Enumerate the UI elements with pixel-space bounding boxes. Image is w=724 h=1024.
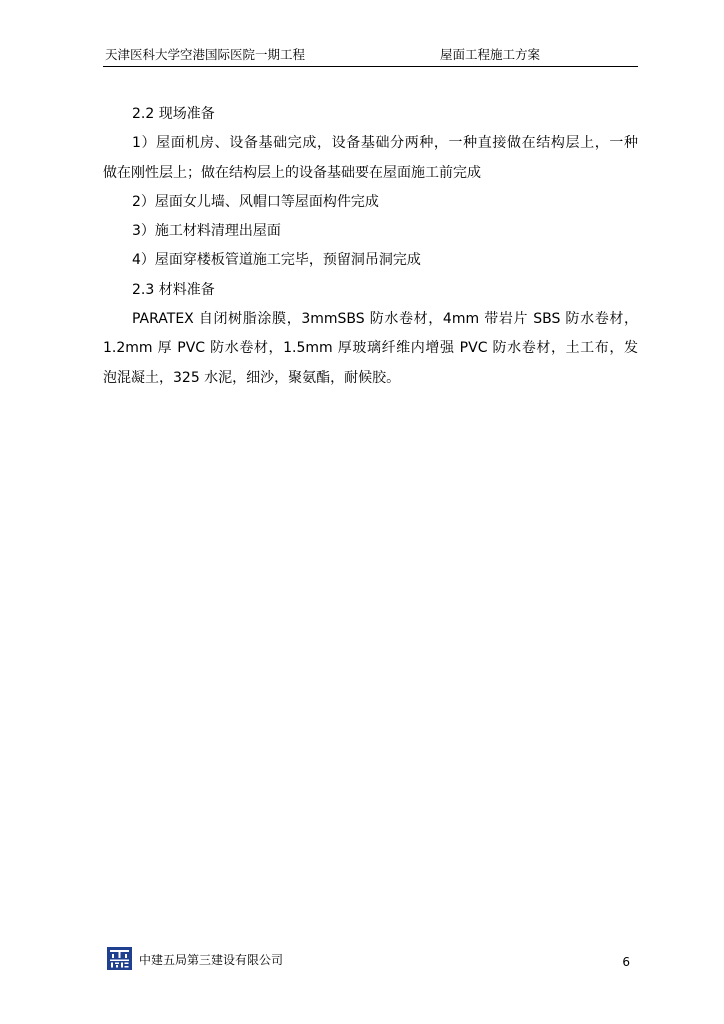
page-footer <box>107 947 638 973</box>
paragraph-line: 3）施工材料清理出屋面 <box>132 223 281 240</box>
paragraph-line: 1.2mm 厚 PVC 防水卷材，1.5mm 厚玻璃纤维内增强 PVC 防水卷材，土工布，发 <box>103 340 638 357</box>
company-name: 中建五局第三建设有限公司 <box>139 953 284 967</box>
paragraph-line: 2）屋面女儿墙、风帽口等屋面构件完成 <box>132 193 379 210</box>
header-project-title: 天津医科大学空港国际医院一期工程 <box>105 47 306 62</box>
header-document-title: 屋面工程施工方案 <box>440 47 541 62</box>
document-body <box>103 100 638 393</box>
paragraph-line: 4）屋面穿楼板管道施工完毕，预留洞吊洞完成 <box>132 252 421 269</box>
paragraph-line: PARATEX 自闭树脂涂膜，3mmSBS 防水卷材，4mm 带岩片 SBS 防水卷材， <box>132 311 638 328</box>
paragraph-line: 泡混凝土，325 水泥，细沙，聚氨酯，耐候胶。 <box>103 369 401 386</box>
page-header <box>103 44 638 67</box>
company-logo-icon <box>107 947 132 970</box>
paragraph-line: 做在刚性层上；做在结构层上的设备基础要在屋面施工前完成 <box>103 164 481 181</box>
section-heading-2-2: 2.2 现场准备 <box>132 106 215 122</box>
page-number: 6 <box>622 955 630 969</box>
paragraph-line: 1）屋面机房、设备基础完成，设备基础分两种，一种直接做在结构层上，一种 <box>132 135 638 152</box>
section-heading-2-3: 2.3 材料准备 <box>132 281 215 298</box>
